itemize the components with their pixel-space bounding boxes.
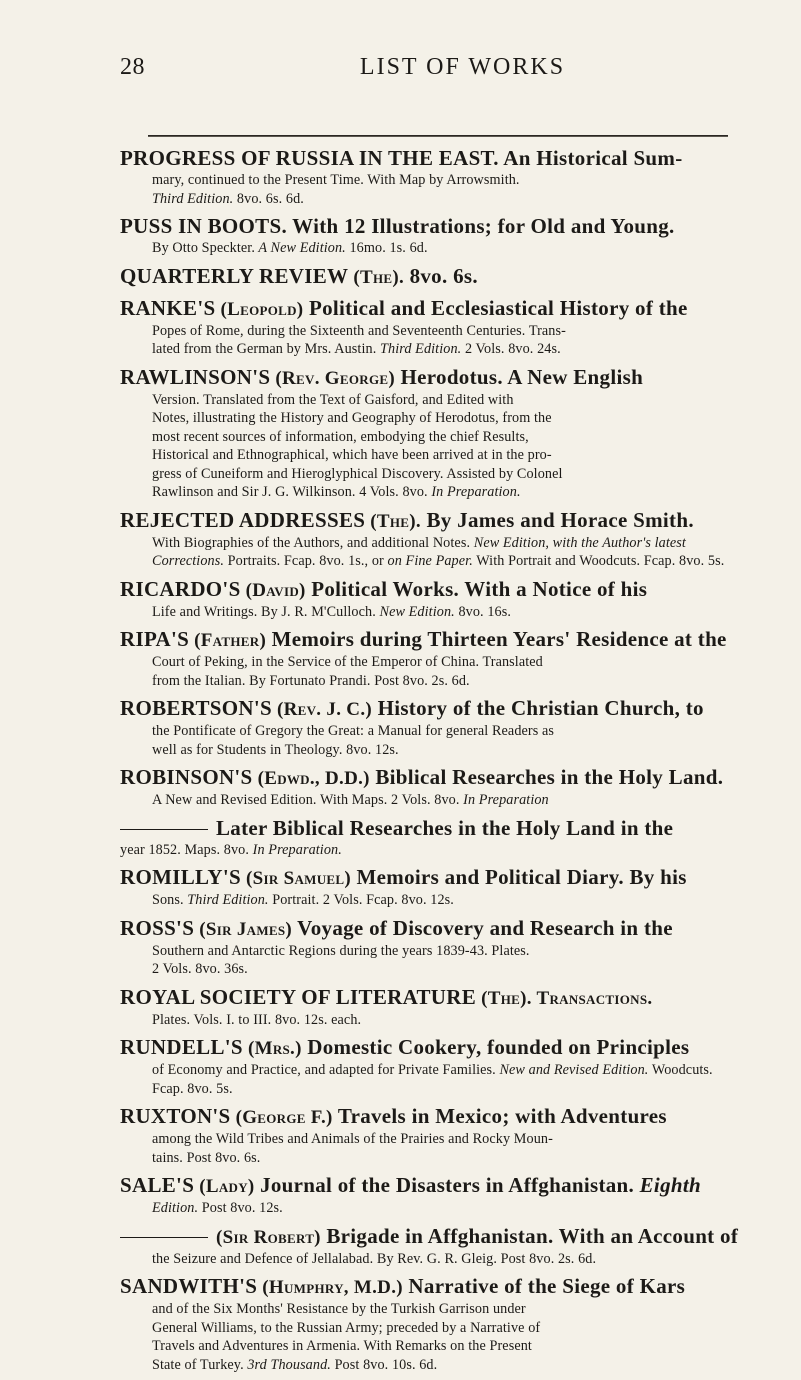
entry-rawlinson bbox=[120, 365, 745, 502]
entry-line: Plates. Vols. I. to III. 8vo. 12s. each. bbox=[152, 1011, 362, 1028]
entry-heading: RICARDO'S bbox=[120, 576, 241, 601]
running-title: LIST OF WORKS bbox=[359, 54, 566, 80]
entry-price: With Portrait and Woodcuts. Fcap. 8vo. 5s. bbox=[472, 553, 725, 569]
entry-line: the Pontificate of Gregory the Great: a Manual for general Readers as bbox=[152, 723, 555, 739]
entry-author: (Sir James) bbox=[194, 918, 293, 940]
entry-title: Later Biblical Researches in the Holy Land in the bbox=[216, 815, 674, 840]
entry-line: Southern and Antarctic Regions during the years 1839-43. Plates. bbox=[152, 942, 530, 959]
entry-ricardo bbox=[120, 577, 745, 622]
entry-text: With Biographies of the Authors, and additional Notes. bbox=[152, 534, 471, 551]
entry-title: Memoirs and Political Diary. By his bbox=[351, 865, 687, 889]
entry-author: (Lady) bbox=[194, 1176, 255, 1197]
entry-line: Court of Peking, in the Service of the Emperor of China. Translated bbox=[152, 654, 543, 670]
entry-price: 2 Vols. 8vo. 24s. bbox=[461, 341, 561, 357]
entry-heading: PROGRESS OF RUSSIA IN THE EAST. bbox=[120, 146, 499, 170]
entry-line: Travels and Adventures in Armenia. With Remarks on the Present bbox=[152, 1338, 532, 1354]
entry-heading: SALE'S bbox=[120, 1173, 195, 1197]
entry-edition: New and Revised Edition. bbox=[495, 1062, 649, 1078]
entry-rejected-addresses bbox=[120, 508, 745, 571]
entry-title: History of the Christian Church, to bbox=[372, 696, 704, 720]
entry-line: State of Turkey. bbox=[152, 1356, 244, 1373]
entry-heading: REJECTED ADDRESSES bbox=[120, 507, 366, 532]
entry-quarterly-review bbox=[120, 264, 745, 290]
entry-text: lated from the German by Mrs. Austin. bbox=[152, 341, 377, 357]
entry-line: most recent sources of information, embodying the chief Results, bbox=[152, 428, 529, 445]
page-number: 28 bbox=[120, 54, 145, 80]
entry-edition: Third Edition. bbox=[380, 341, 462, 357]
entry-robinson-later bbox=[120, 816, 745, 860]
entry-author: (Sir Samuel) bbox=[240, 868, 351, 889]
entry-title: Brigade in Affghanistan. With an Account of bbox=[320, 1223, 739, 1248]
entry-heading: ROYAL SOCIETY OF LITERATURE bbox=[120, 984, 477, 1009]
entry-robertson bbox=[120, 696, 745, 759]
page-header bbox=[120, 54, 745, 94]
entry-text: Sons. bbox=[152, 892, 184, 908]
entry-title: With 12 Illustrations; for Old and Young. bbox=[287, 214, 675, 238]
entry-title: Political and Ecclesiastical History of the bbox=[303, 295, 688, 320]
entry-line: and of the Six Months' Resistance by the Turkish Garrison under bbox=[152, 1301, 526, 1317]
entry-text: mary, continued to the Present Time. With Map by Arrowsmith. bbox=[152, 172, 520, 188]
entry-heading: ROBERTSON'S bbox=[120, 696, 272, 720]
entry-text: Life and Writings. By J. R. M'Culloch. bbox=[152, 603, 376, 620]
entry-title: Narrative of the Siege of Kars bbox=[402, 1274, 686, 1298]
entry-author: (Leopold) bbox=[215, 298, 304, 320]
entry-line: well as for Students in Theology. 8vo. 12s. bbox=[152, 741, 399, 758]
entry-heading: PUSS IN BOOTS. bbox=[120, 214, 288, 238]
entry-title: An Historical Sum- bbox=[498, 146, 683, 170]
entry-title: Journal of the Disasters in Affghanistan. bbox=[254, 1173, 635, 1197]
entry-price: Post 8vo. 10s. 6d. bbox=[330, 1356, 438, 1373]
entry-line: Version. Translated from the Text of Gaisford, and Edited with bbox=[152, 391, 514, 408]
entry-text: of Economy and Practice, and adapted for Private Families. bbox=[152, 1062, 496, 1078]
entry-heading: ROMILLY'S bbox=[120, 865, 241, 889]
entry-price: 8vo. 6s. 6d. bbox=[233, 190, 304, 207]
entry-line: among the Wild Tribes and Animals of the Prairies and Rocky Moun- bbox=[152, 1131, 553, 1147]
entry-sale-lady bbox=[120, 1173, 745, 1218]
entry-line: gress of Cuneiform and Hieroglyphical Discovery. Assisted by Colonel bbox=[152, 465, 563, 482]
entry-edition: A New Edition. bbox=[254, 240, 346, 256]
entry-price: Portrait. 2 Vols. Fcap. 8vo. 12s. bbox=[268, 892, 454, 908]
entry-author: (George F.) bbox=[230, 1107, 333, 1128]
entry-author: (David) bbox=[240, 579, 306, 601]
entry-text: year 1852. Maps. 8vo. bbox=[120, 841, 249, 858]
ditto-dash bbox=[120, 1237, 208, 1238]
entry-edition: 3rd Thousand. bbox=[243, 1356, 331, 1373]
entry-edition: New Edition. bbox=[379, 603, 455, 620]
entry-line: tains. Post 8vo. 6s. bbox=[152, 1149, 261, 1166]
entry-author: (The). bbox=[365, 510, 421, 532]
entry-text: Portraits. Fcap. 8vo. 1s., or bbox=[224, 553, 384, 569]
entry-text: By Otto Speckter. bbox=[152, 240, 255, 256]
entry-line: Notes, illustrating the History and Geography of Herodotus, from the bbox=[152, 410, 552, 426]
entry-author: (The). bbox=[348, 266, 405, 288]
entry-title: By James and Horace Smith. bbox=[420, 507, 694, 532]
entry-edition: New Edition, with the Author's latest Corrections. bbox=[152, 534, 686, 569]
entry-line: the Seizure and Defence of Jellalabad. By Rev. G. R. Gleig. Post 8vo. 2s. 6d. bbox=[152, 1250, 597, 1267]
entry-price: Woodcuts. Fcap. 8vo. 5s. bbox=[152, 1062, 713, 1097]
entry-line: Rawlinson and Sir J. G. Wilkinson. 4 Vols. 8vo. bbox=[152, 484, 428, 500]
entry-author: (Rev. J. C.) bbox=[271, 699, 373, 720]
entry-line: 2 Vols. 8vo. 36s. bbox=[152, 961, 248, 977]
entry-rundell bbox=[120, 1035, 745, 1098]
entry-author: (Humphry, M.D.) bbox=[257, 1277, 403, 1298]
header-rule bbox=[148, 135, 728, 136]
entry-edition: Edition. bbox=[152, 1200, 199, 1216]
entry-line: General Williams, to the Russian Army; preceded by a Narrative of bbox=[152, 1319, 541, 1336]
entry-sandwith bbox=[120, 1274, 745, 1374]
entry-author: (The). bbox=[476, 987, 532, 1009]
entry-title: Memoirs during Thirteen Years' Residence at the bbox=[266, 627, 727, 651]
entry-title: 8vo. 6s. bbox=[404, 263, 478, 288]
entry-title: Travels in Mexico; with Adventures bbox=[332, 1104, 667, 1128]
entry-heading: RANKE'S bbox=[120, 295, 216, 320]
entry-author: (Sir Robert) bbox=[216, 1226, 321, 1248]
entry-ripa bbox=[120, 627, 745, 690]
entry-edition: on Fine Paper. bbox=[387, 553, 473, 569]
entry-line: from the Italian. By Fortunato Prandi. Post 8vo. 2s. 6d. bbox=[152, 672, 470, 689]
entry-heading: ROSS'S bbox=[120, 915, 195, 940]
entry-status: In Preparation. bbox=[431, 484, 521, 500]
entry-author: (Edwd., D.D.) bbox=[252, 768, 370, 789]
entry-heading: ROBINSON'S bbox=[120, 765, 253, 789]
entry-heading: RAWLINSON'S bbox=[120, 364, 271, 389]
entry-royal-society bbox=[120, 985, 745, 1030]
entry-title: Voyage of Discovery and Research in the bbox=[292, 915, 673, 940]
entry-heading: RIPA'S bbox=[120, 627, 190, 651]
entry-heading: RUXTON'S bbox=[120, 1104, 231, 1128]
entry-puss-in-boots bbox=[120, 214, 745, 258]
entry-line: Historical and Ethnographical, which have been arrived at in the pro- bbox=[152, 447, 552, 463]
entry-heading: RUNDELL'S bbox=[120, 1035, 243, 1059]
entry-robinson bbox=[120, 765, 745, 810]
entry-title: Political Works. With a Notice of his bbox=[305, 576, 648, 601]
entry-edition: Third Edition. bbox=[183, 892, 269, 908]
entry-title: Herodotus. A New English bbox=[394, 364, 644, 389]
entry-text: Popes of Rome, during the Sixteenth and Seventeenth Centuries. Trans- bbox=[152, 322, 566, 339]
entry-title: Biblical Researches in the Holy Land. bbox=[369, 765, 724, 789]
entry-title: Domestic Cookery, founded on Principles bbox=[301, 1035, 690, 1059]
entry-price: 8vo. 16s. bbox=[454, 603, 511, 620]
entry-author: (Rev. George) bbox=[270, 367, 395, 389]
entry-edition: Eighth bbox=[634, 1173, 701, 1197]
entry-text: A New and Revised Edition. With Maps. 2 Vols. 8vo. bbox=[152, 792, 460, 808]
entry-ruxton bbox=[120, 1104, 745, 1167]
entry-ranke bbox=[120, 296, 745, 359]
entry-author: (Father) bbox=[189, 630, 267, 651]
entry-heading: QUARTERLY REVIEW bbox=[120, 263, 349, 288]
entry-status: In Preparation bbox=[459, 792, 549, 808]
entry-romilly bbox=[120, 865, 745, 910]
entry-price: 16mo. 1s. 6d. bbox=[345, 240, 428, 256]
entry-author: (Mrs.) bbox=[242, 1038, 302, 1059]
entry-edition: Third Edition. bbox=[152, 190, 234, 207]
entry-ross bbox=[120, 916, 745, 979]
works-list bbox=[120, 146, 745, 1380]
entry-title: Transactions. bbox=[531, 987, 653, 1009]
entry-price: Post 8vo. 12s. bbox=[198, 1200, 283, 1216]
entry-heading: SANDWITH'S bbox=[120, 1274, 258, 1298]
ditto-dash bbox=[120, 829, 208, 830]
entry-progress-of-russia bbox=[120, 146, 745, 208]
entry-status: In Preparation. bbox=[248, 841, 342, 858]
